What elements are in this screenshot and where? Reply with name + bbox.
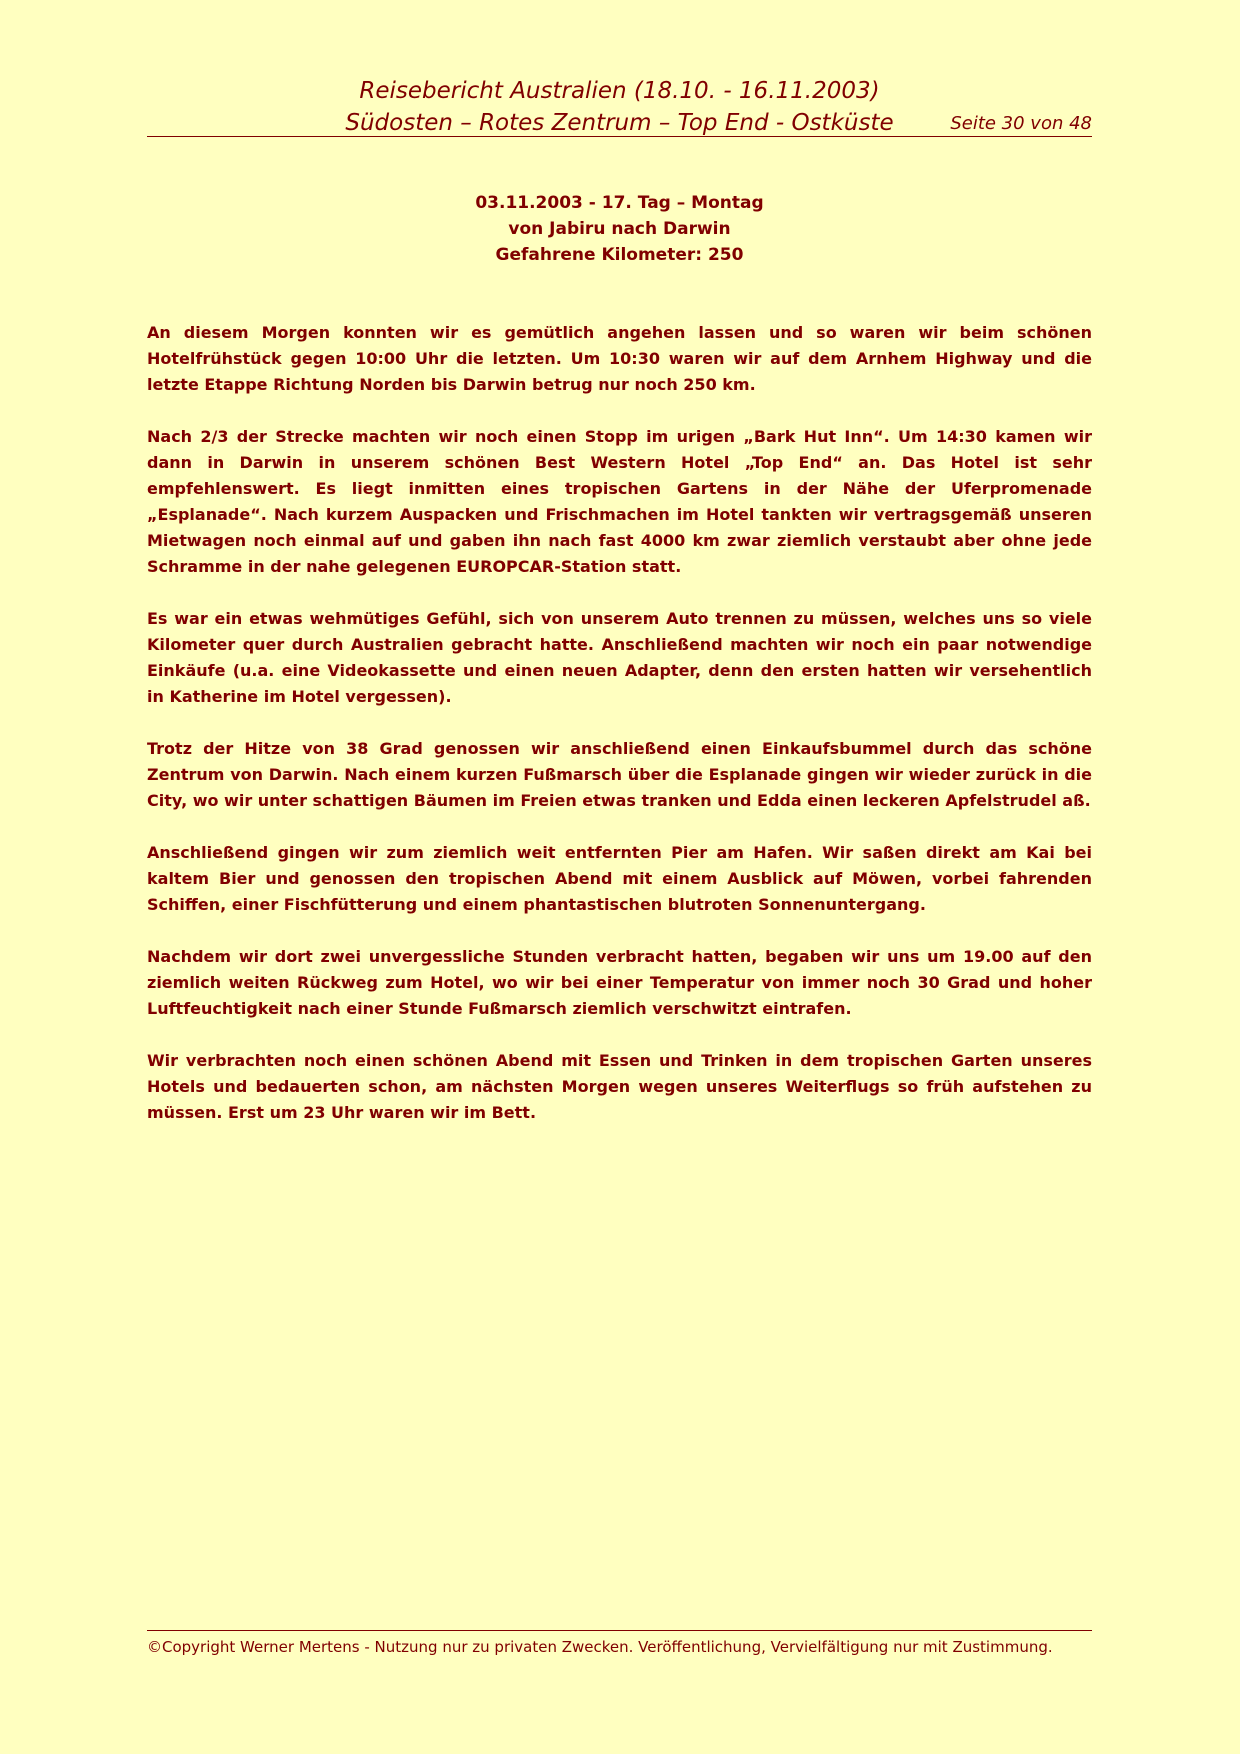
day-route-line: von Jabiru nach Darwin <box>508 219 731 239</box>
page-number: Seite 30 von 48 <box>950 113 1092 134</box>
report-body <box>147 320 1092 1152</box>
page-footer <box>147 1630 1092 1660</box>
paragraph: Trotz der Hitze von 38 Grad genossen wir anschließend einen Einkaufsbummel durch das schöne Zentrum von Darwin. Nach einem kurzen Fußmarsch über die Esplanade gingen wir wieder zurück in die City, wo wir unter schattigen Bäumen im Freien etwas tranken und Edda einen leckeren Apfelstrudel aß. <box>147 739 1092 810</box>
day-date-line: 03.11.2003 - 17. Tag – Montag <box>475 193 764 213</box>
page-header <box>147 74 1092 137</box>
paragraph: Es war ein etwas wehmütiges Gefühl, sich von unserem Auto trennen zu müssen, welches uns so viele Kilometer quer durch Australien gebracht hatte. Anschließend machten wir noch ein paar notwendige Einkäufe (u.a. eine Videokassette und einen neuen Adapter, denn den ersten hatten wir versehentlich in Katherine im Hotel vergessen). <box>147 609 1092 706</box>
paragraph: Wir verbrachten noch einen schönen Abend mit Essen und Trinken in dem tropischen Garten unseres Hotels und bedauerten schon, am nächsten Morgen wegen unseres Weiterflugs so früh aufstehen zu müssen. Erst um 23 Uhr waren wir im Bett. <box>147 1051 1092 1122</box>
paragraph: Nach 2/3 der Strecke machten wir noch einen Stopp im urigen „Bark Hut Inn“. Um 14:30 kamen wir dann in Darwin in unserem schönen Best Western Hotel „Top End“ an. Das Hotel ist sehr empfehlenswert. Es liegt inmitten eines tropischen Gartens in der Nähe der Uferpromenade „Esplanade“. Nach kurzem Auspacken und Frischmachen im Hotel tankten wir vertragsgemäß unseren Mietwagen noch einmal auf und gaben ihn nach fast 4000 km zwar ziemlich verstaubt aber ohne jede Schramme in der nahe gelegenen EUROPCAR-Station statt. <box>147 427 1092 576</box>
document-title: Reisebericht Australien (18.10. - 16.11.2003) <box>359 78 880 104</box>
paragraph: Anschließend gingen wir zum ziemlich weit entfernten Pier am Hafen. Wir saßen direkt am Kai bei kaltem Bier und genossen den tropischen Abend mit einem Ausblick auf Möwen, vorbei fahrenden Schiffen, einer Fischfütterung und einem phantastischen blutroten Sonnenuntergang. <box>147 843 1092 914</box>
day-distance-line: Gefahrene Kilometer: 250 <box>495 245 744 265</box>
copyright-notice: ©Copyright Werner Mertens - Nutzung nur zu privaten Zwecken. Veröffentlichung, Vervielfältigung nur mit Zustimmung. <box>147 1638 1053 1656</box>
paragraph: An diesem Morgen konnten wir es gemütlich angehen lassen und so waren wir beim schönen Hotelfrühstück gegen 10:00 Uhr die letzten. Um 10:30 waren wir auf dem Arnhem Highway und die letzte Etappe Richtung Norden bis Darwin betrug nur noch 250 km. <box>147 323 1092 394</box>
paragraph: Nachdem wir dort zwei unvergessliche Stunden verbracht hatten, begaben wir uns um 19.00 auf den ziemlich weiten Rückweg zum Hotel, wo wir bei einer Temperatur von immer noch 30 Grad und hoher Luftfeuchtigkeit nach einer Stunde Fußmarsch ziemlich verschwitzt eintrafen. <box>147 947 1092 1018</box>
day-heading <box>147 190 1092 268</box>
document-subtitle: Südosten – Rotes Zentrum – Top End - Ostküste <box>345 110 894 136</box>
